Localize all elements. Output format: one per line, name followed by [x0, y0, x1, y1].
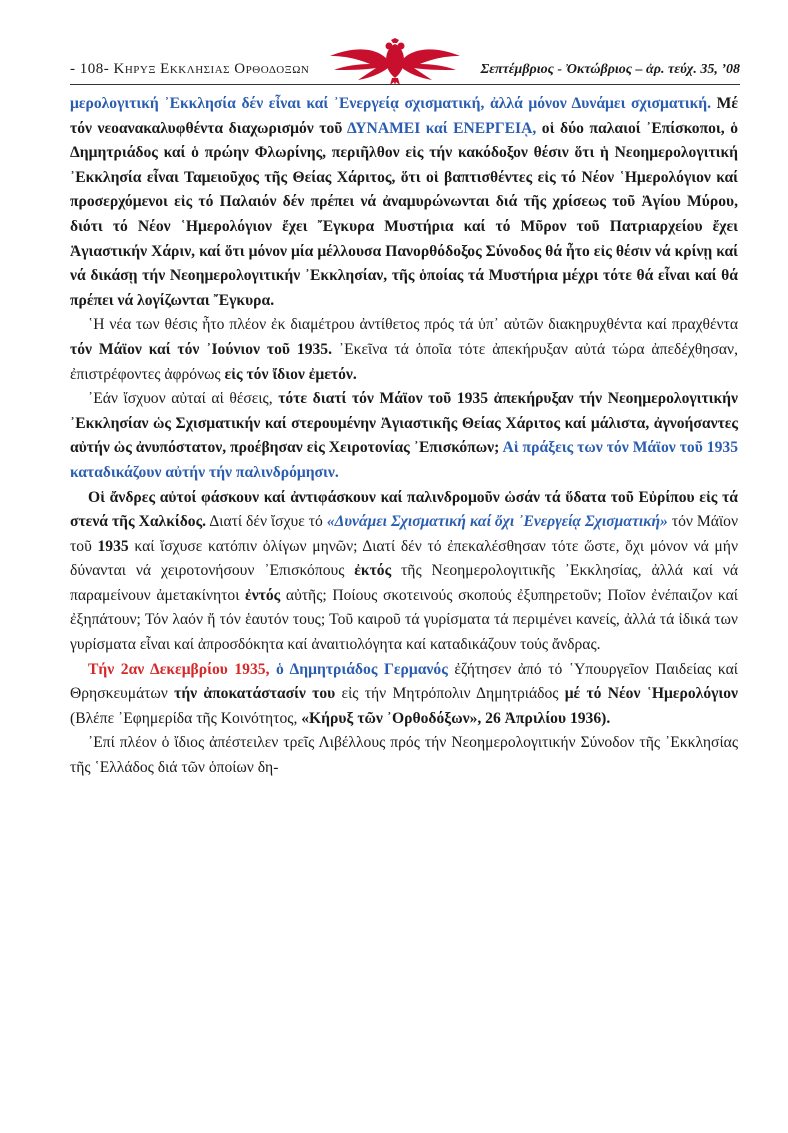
text: (Βλέπε ᾽Εφημερίδα τῆς Κοινότητος,: [70, 709, 302, 727]
text: καί ἴσχυσε κατόπιν ὀλίγων μηνῶν; Διατί δέν τό ἐπεκαλέσθησαν τότε ὥστε, ὄχι μόνον νά μήν δύνανται νά χειροτονήσουν ᾽Επισκόπους: [70, 537, 739, 580]
bold-text: Οἱ ἄνδρες αὐτοί φάσκουν καί ἀντιφάσκουν καί παλινδρομοῦν ὡσάν τά ὕδατα τοῦ Εὐρίπου εἰς τά στενά τῆς Χαλκίδος.: [70, 488, 738, 531]
paragraph-4: [70, 486, 738, 658]
header-rule: [70, 84, 740, 85]
text: ᾽Επί πλέον ὁ ἴδιος ἀπέστειλεν τρεῖς Λιβέλλους πρός τήν Νεοημερολογιτικήν Σύνοδον τῆς ᾽Εκκλησίας τῆς ῾Ελλάδος διά τῶν ὁποίων δη-: [70, 734, 738, 777]
running-title: [70, 61, 309, 84]
text: ᾽Εάν ἴσχυον αὐταί αἱ θέσεις,: [88, 390, 279, 408]
text: αὐτῆς; Ποίους σκοτεινούς σκοπούς ἐξυπηρετοῦν; Ποῖον ἐνέπαιζον καί ἐξηπάτουν; Τόν λαόν ἤ τόν ἑαυτόν τους; Τοῦ καιροῦ τά γυρίσματα τά περιμένει κανείς, ἀλλά τά ἰδικά των γυρίσματα εἶναι καί ἀπροσδόκητα καί ἀναιτιολόγητα καί καταδικάζουν τούς ἄνδρας.: [70, 586, 738, 654]
journal-name: Κηρυξ Εκκλησιας Ορθοδοξων: [113, 61, 310, 77]
red-text: Τήν 2αν Δεκεμβρίου 1935,: [88, 660, 270, 678]
text: ᾽Εκεῖνα τά ὁποῖα τότε ἀπεκήρυξαν αὐτά τώρα ἀπεδέχθησαν, ἐπιστρέφοντες ἀφρόνως: [70, 340, 738, 383]
paragraph-5: [70, 658, 738, 732]
highlight-text: μερολογιτική ᾽Εκκλησία δέν εἶναι καί ᾽Ενεργείᾳ σχισματική, ἀλλά μόνον Δυνάμει σχισματική.: [70, 95, 711, 112]
highlight-text: «Δυνάμει Σχισματική καί ὄχι ᾽Ενεργείᾳ Σχισματική»: [326, 513, 668, 531]
bold-text: ἐντός: [245, 586, 281, 604]
bold-text: εἰς τόν ἴδιον ἐμετόν.: [224, 365, 357, 383]
bold-text: τότε διατί τόν Μάϊον τοῦ 1935 ἀπεκήρυξαν τήν Νεοημερολογιτικήν ᾽Εκκλησίαν ὡς Σχισματικήν καί στερουμένην Ἁγιαστικῆς Θείας Χάριτος καί μάλιστα, ἀγνοήσαντες αὐτήν ὡς ἀνυπόστατον, προέβησαν εἰς Χειροτονίας ᾽Επισκόπων;: [70, 390, 738, 457]
page-number: - 108-: [70, 61, 110, 77]
page-header: [70, 40, 740, 84]
highlight-text: Αἱ πράξεις των τόν Μάϊον τοῦ 1935 καταδικάζουν αὐτήν τήν παλινδρόμησιν.: [70, 439, 738, 481]
paragraph-1: [70, 92, 738, 313]
double-headed-eagle-icon: [320, 38, 470, 86]
bold-text: «Κήρυξ τῶν ᾽Ορθοδόξων», 26 Ἀπριλίου 1936).: [301, 709, 611, 727]
text: εἰς τήν Μητρόπολιν Δημητριάδος: [335, 685, 565, 703]
bold-text: οἱ δύο παλαιοί ᾽Επίσκοποι, ὁ Δημητριάδος καί ὁ πρώην Φλωρίνης, περιῆλθον εἰς τήν κακόδοξον θέσιν ὅτι ἡ Νεοημερολογιτική ᾽Εκκλησία εἶναι Ταμειοῦχος τῆς Θείας Χάριτος, ὅτι οἱ βαπτισθέντες εἰς τό Νέον ῾Ημερολόγιον καί προσερχόμενοι εἰς τό Παλαιόν δέν πρέπει νά ἀναμυρώνωνται διά τῆς χρίσεως τοῦ Ἁγίου Μύρου, διότι τό Νέον ῾Ημερολόγιον ἔχει ῎Εγκυρα Μυστήρια καί τό Μῦρον τοῦ Πατριαρχείου ἔχει Ἁγιαστικήν Χάριν, καί ὅτι μόνον μία μέλλουσα Πανορθόδοξος Σύνοδος θά ἦτο εἰς θέσιν νά κρίνῃ καί νά δικάσῃ τήν Νεοημερολογιτικήν ᾽Εκκλησίαν, τῆς ὁποίας τά Μυστήρια μέχρι τότε θά εἶναι καί θά πρέπει νά λογίζωνται ῎Εγκυρα.: [70, 119, 739, 309]
paragraph-6: [70, 731, 738, 780]
text: ἐζήτησεν ἀπό τό ῾Υπουργεῖον Παιδείας καί Θρησκευμάτων: [70, 660, 738, 703]
bold-text: Μέ τόν νεοανακαλυφθέντα διαχωρισμόν τοῦ: [70, 95, 738, 137]
bold-text: τήν ἀποκατάστασίν του: [174, 685, 336, 703]
article-body: [70, 92, 738, 781]
text: ῾Η νέα των θέσις ἦτο πλέον ἐκ διαμέτρου ἀντίθετος πρός τά ὑπ᾽ αὐτῶν διακηρυχθέντα καί πραχθέντα: [88, 316, 738, 334]
bold-text: μέ τό Νέον ῾Ημερολόγιον: [564, 685, 739, 703]
highlight-text: ὁ Δημητριάδος Γερμανός: [269, 660, 448, 678]
issue-info: Σεπτέμβριος - Ὀκτώβριος – ἀρ. τεύχ. 35, ’08: [480, 62, 740, 77]
highlight-text: ΔΥΝΑΜΕΙ καί ΕΝΕΡΓΕΙᾼ,: [347, 119, 537, 137]
bold-text: τόν Μάϊον καί τόν ᾽Ιούνιον τοῦ 1935.: [70, 340, 332, 358]
paragraph-3: [70, 387, 738, 485]
paragraph-2: [70, 313, 738, 387]
text: Διατί δέν ἴσχυε τό: [206, 513, 327, 531]
text: τῆς Νεοημερολογιτικῆς ᾽Εκκλησίας, ἀλλά καί νά παραμείνουν ἀμετακίνητοι: [70, 562, 738, 604]
bold-text: 1935: [97, 537, 129, 555]
text: τόν Μάϊον τοῦ: [70, 513, 739, 555]
bold-text: ἐκτός: [354, 562, 392, 580]
